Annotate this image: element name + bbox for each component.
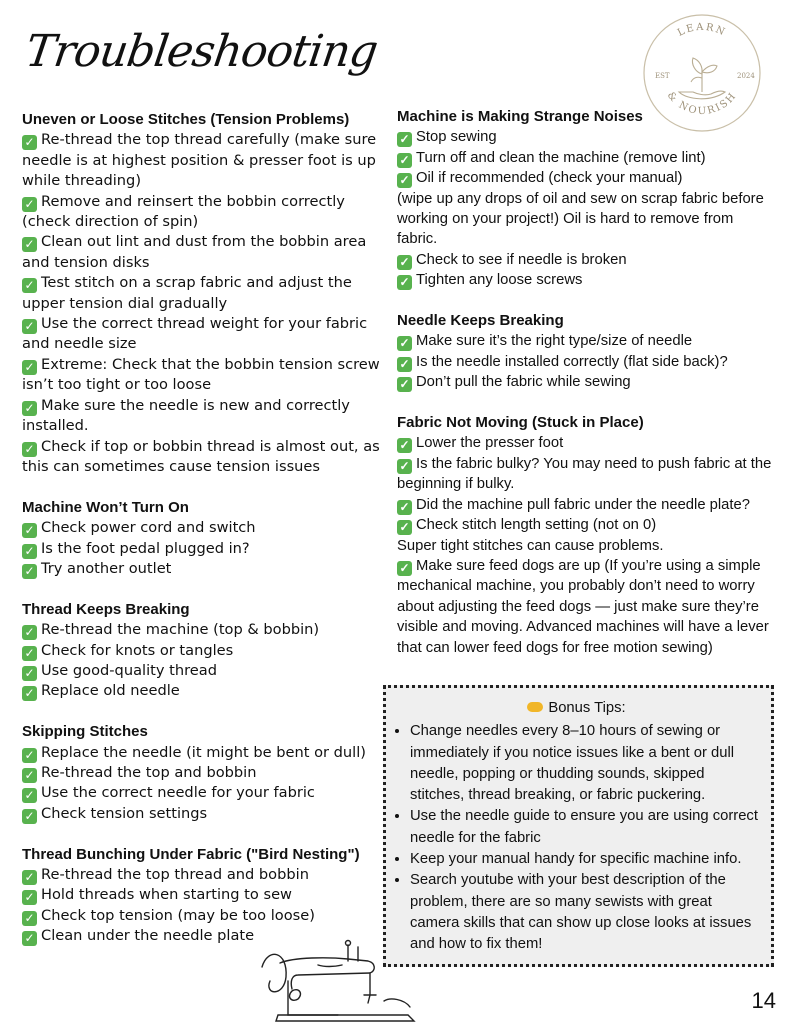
list-item-text: Use the correct thread weight for your fabric and needle size (22, 315, 368, 353)
checkmark-icon: ✓ (22, 401, 37, 416)
list-item (22, 743, 384, 763)
section-heading: Skipping Stitches (22, 723, 148, 741)
list-item (397, 372, 775, 392)
checkmark-icon: ✓ (397, 173, 412, 188)
list-item (397, 250, 775, 270)
bonus-tips-heading (392, 698, 761, 719)
right-column (397, 107, 775, 678)
left-column (22, 110, 384, 967)
checkmark-icon: ✓ (397, 153, 412, 168)
checkmark-icon: ✓ (22, 544, 37, 559)
checkmark-icon: ✓ (22, 768, 37, 783)
section (22, 498, 384, 580)
checkmark-icon: ✓ (22, 931, 37, 946)
list-item-text: Re-thread the top and bobbin (41, 763, 257, 781)
bonus-tips-box (383, 685, 774, 967)
list-item-text: Check tension settings (41, 804, 208, 822)
list-item-text: Tighten any loose screws (416, 272, 583, 289)
checkmark-icon: ✓ (22, 237, 37, 252)
checkmark-icon: ✓ (22, 197, 37, 212)
list-item (22, 906, 384, 926)
checkmark-icon: ✓ (22, 319, 37, 334)
list-item (22, 396, 384, 437)
list-item (397, 352, 775, 372)
list-item-text: Check top tension (may be too loose) (41, 906, 315, 924)
list-item-text: Check power cord and switch (41, 519, 256, 537)
section-heading: Thread Bunching Under Fabric ("Bird Nesting") (22, 845, 360, 863)
list-item-text: Check to see if needle is broken (416, 251, 627, 268)
list-item (22, 437, 384, 478)
logo-bottom-text: & NOURISH (664, 89, 740, 118)
list-item-text: Oil if recommended (check your manual) (416, 170, 683, 187)
list-item-text: Make sure it’s the right type/size of needle (416, 333, 693, 350)
list-item (22, 885, 384, 905)
bonus-tip-item: • Keep your manual handy for specific machine info. (410, 849, 761, 870)
list-item-text: Lower the presser foot (416, 435, 564, 452)
list-item-text: Check stitch length setting (not on 0) (416, 517, 657, 534)
checkmark-icon: ✓ (397, 438, 412, 453)
section (397, 311, 775, 393)
list-item (397, 148, 775, 168)
checkmark-icon: ✓ (22, 442, 37, 457)
list-item (22, 641, 384, 661)
checkmark-icon: ✓ (22, 360, 37, 375)
list-item (397, 495, 775, 515)
list-item-text: Clean out lint and dust from the bobbin area and tension disks (22, 233, 367, 271)
checkmark-icon: ✓ (397, 255, 412, 270)
list-item (22, 559, 384, 579)
svg-text:LEARN (676, 22, 728, 39)
list-item (22, 130, 384, 191)
checkmark-icon: ✓ (22, 666, 37, 681)
checkmark-icon: ✓ (22, 870, 37, 885)
list-item (22, 783, 384, 803)
list-item-text: Make sure feed dogs are up (If you’re using a simple mechanical machine, you probably don’t need to worry about adjusting the feed dogs — just make sure they’re visible and moving. Advanced machines will have a lever that can lower feed dogs for free motion sewing) (397, 557, 769, 656)
section-heading: Needle Keeps Breaking (397, 312, 564, 330)
page-title: Troubleshooting (22, 26, 381, 77)
checkmark-icon: ✓ (397, 377, 412, 392)
checkmark-icon: ✓ (22, 911, 37, 926)
list-item-text: Did the machine pull fabric under the needle plate? (416, 496, 750, 513)
section-heading: Fabric Not Moving (Stuck in Place) (397, 414, 644, 432)
list-item (22, 539, 384, 559)
list-item (22, 232, 384, 273)
list-item-text: Use good-quality thread (41, 661, 217, 679)
checkmark-icon: ✓ (22, 686, 37, 701)
checkmark-icon: ✓ (22, 278, 37, 293)
bonus-tip-item: • Change needles every 8–10 hours of sewing or immediately if you notice issues like a bent or dull needle, popping or thudding sounds, skipped stitches, thread breaking, or fabric puckering. (410, 721, 761, 806)
logo-top-text: LEARN (675, 21, 729, 39)
list-item (397, 168, 775, 188)
checkmark-icon: ✓ (397, 459, 412, 474)
checkmark-icon: ✓ (397, 336, 412, 351)
list-item-text: Re-thread the top thread and bobbin (41, 865, 309, 883)
checkmark-icon: ✓ (397, 132, 412, 147)
list-item-text: Turn off and clean the machine (remove lint) (416, 149, 706, 166)
list-item (22, 273, 384, 314)
list-item-text: Replace old needle (41, 682, 180, 700)
section (397, 107, 775, 291)
list-item (22, 518, 384, 538)
bonus-tips-list (392, 721, 761, 955)
checkmark-icon: ✓ (22, 748, 37, 763)
list-item (397, 556, 775, 658)
checkmark-icon: ✓ (22, 646, 37, 661)
logo-left-text: EST (655, 72, 670, 80)
list-item-text: Re-thread the top thread carefully (make sure needle is at highest position & presser foot is up while threading) (22, 131, 377, 190)
list-item-text: Check if top or bobbin thread is almost out, as this can sometimes cause tension issues (22, 437, 380, 475)
section-heading: Uneven or Loose Stitches (Tension Problems) (22, 111, 350, 128)
list-item-text: Try another outlet (41, 559, 172, 577)
checkmark-icon: ✓ (22, 809, 37, 824)
section (22, 845, 384, 947)
checkmark-icon: ✓ (22, 625, 37, 640)
bonus-title: Bonus Tips: (548, 700, 626, 716)
list-item-text: Is the needle installed correctly (flat side back)? (416, 353, 728, 370)
list-item-text: Is the foot pedal plugged in? (41, 539, 250, 557)
list-item (22, 314, 384, 355)
list-item-text: Clean under the needle plate (41, 927, 255, 945)
list-item (22, 661, 384, 681)
list-item-text: Test stitch on a scrap fabric and adjust the upper tension dial gradually (22, 274, 352, 312)
section-heading: Machine is Making Strange Noises (397, 108, 643, 125)
list-item (397, 127, 775, 147)
list-item-text: Stop sewing (416, 129, 497, 146)
list-item (397, 536, 775, 556)
checkmark-icon: ✓ (397, 357, 412, 372)
checkmark-icon: ✓ (22, 890, 37, 905)
logo-right-text: 2024 (737, 72, 755, 80)
list-item (22, 804, 384, 824)
sewing-machine-illustration (258, 937, 420, 1028)
section (22, 722, 384, 824)
list-item-text: Remove and reinsert the bobbin correctly (check direction of spin) (22, 192, 345, 231)
checkmark-icon: ✓ (397, 500, 412, 515)
checkmark-icon: ✓ (22, 564, 37, 579)
list-item (22, 865, 384, 885)
checkmark-icon: ✓ (22, 135, 37, 150)
list-item-text: Is the fabric bulky? You may need to push fabric at the beginning if bulky. (397, 455, 772, 493)
list-item-text: Don’t pull the fabric while sewing (416, 374, 631, 391)
list-item-text: Super tight stitches can cause problems. (397, 537, 664, 554)
list-item (397, 454, 775, 495)
page-number: 14 (751, 988, 776, 1013)
list-item (397, 270, 775, 290)
list-item-text: Make sure the needle is new and correctly installed. (22, 396, 350, 435)
list-item-text: Use the correct needle for your fabric (41, 784, 315, 802)
list-item (22, 681, 384, 701)
list-item (22, 355, 384, 396)
section (397, 413, 775, 658)
list-item-text: Hold threads when starting to sew (41, 886, 292, 904)
list-item-text: Replace the needle (it might be bent or dull) (41, 743, 366, 761)
list-item-text: (wipe up any drops of oil and sew on scrap fabric before working on your project!) Oil is hard to remove from fabric. (397, 190, 764, 248)
list-item (397, 189, 775, 250)
list-item (22, 763, 384, 783)
list-item (22, 192, 384, 233)
bonus-tip-item: • Search youtube with your best description of the problem, there are so many sewists with great camera skills that can show up close looks at issues and how to fix them! (410, 870, 761, 955)
list-item-text: Re-thread the machine (top & bobbin) (41, 621, 320, 639)
list-item (397, 515, 775, 535)
list-item (22, 620, 384, 640)
checkmark-icon: ✓ (22, 523, 37, 538)
list-item-text: Check for knots or tangles (41, 641, 234, 659)
bonus-icon (527, 702, 543, 712)
list-item (397, 331, 775, 351)
section-heading: Machine Won’t Turn On (22, 498, 189, 516)
bonus-tip-item: • Use the needle guide to ensure you are using correct needle for the fabric (410, 806, 761, 849)
section (22, 600, 384, 702)
section-heading: Thread Keeps Breaking (22, 600, 190, 618)
checkmark-icon: ✓ (397, 561, 412, 576)
list-item-text: Extreme: Check that the bobbin tension screw isn’t too tight or too loose (22, 355, 380, 394)
list-item (397, 433, 775, 453)
checkmark-icon: ✓ (22, 788, 37, 803)
checkmark-icon: ✓ (397, 520, 412, 535)
section (22, 110, 384, 477)
checkmark-icon: ✓ (397, 275, 412, 290)
